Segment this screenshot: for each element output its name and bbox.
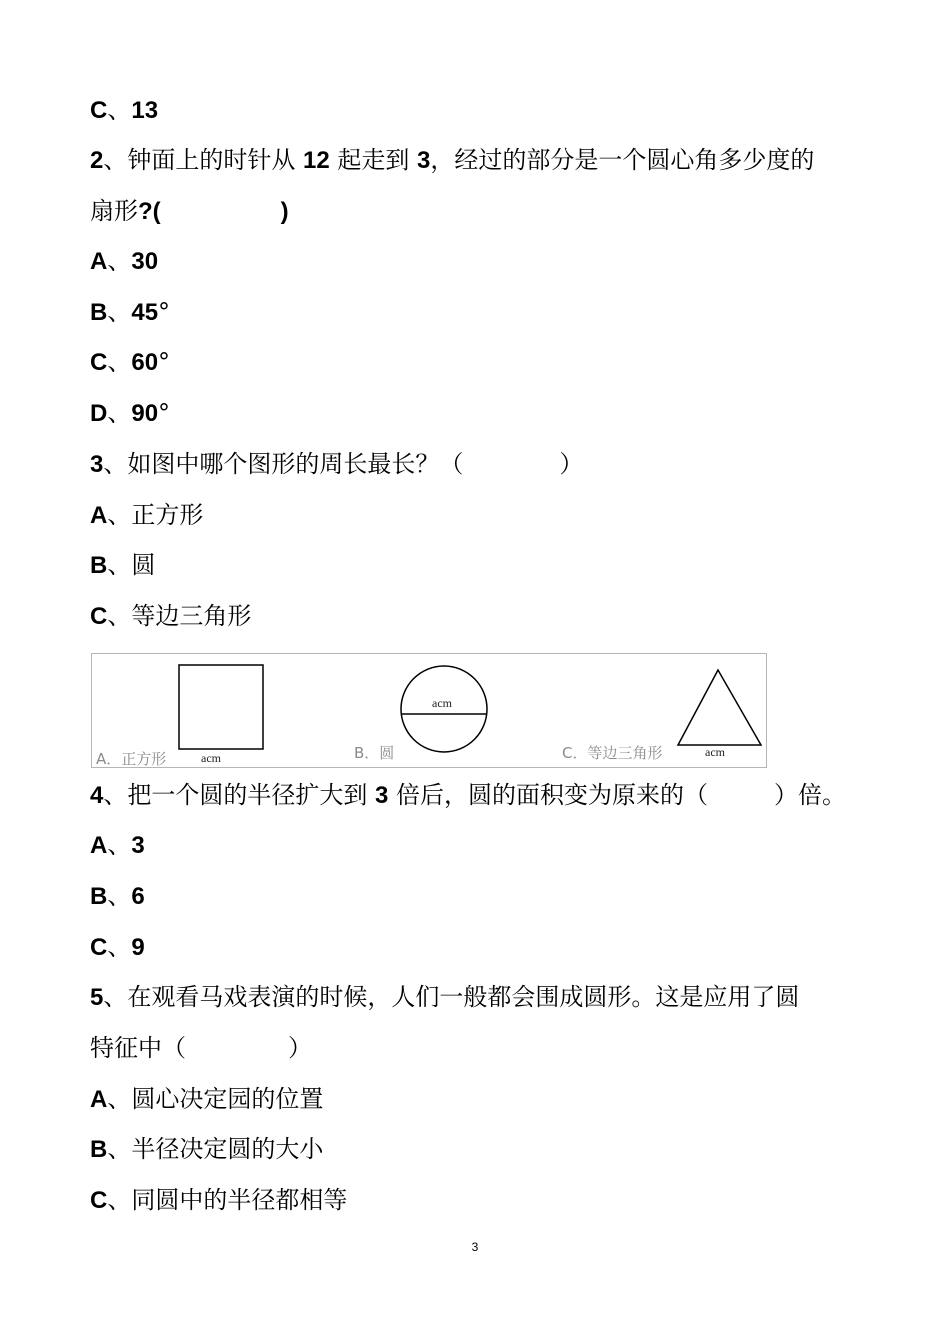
close-paren: ） xyxy=(288,1034,312,1062)
option-value: 90 xyxy=(131,400,159,427)
question-text: 、如图中哪个图形的周长最长？（ xyxy=(103,450,464,478)
q2-option-c xyxy=(90,347,170,378)
q3-option-c xyxy=(90,601,251,632)
degree-sign: ° xyxy=(158,298,171,326)
question-text: 、把一个圆的半径扩大到 xyxy=(103,781,375,809)
separator: 、 xyxy=(107,399,132,427)
close-paren: ） xyxy=(559,450,584,478)
question-5-line-2 xyxy=(90,1033,312,1063)
q5-option-c xyxy=(90,1185,347,1216)
option-text: 、圆 xyxy=(107,551,156,579)
question-text: 倍后，圆的面积变为原来的（ xyxy=(388,781,708,809)
separator: 、 xyxy=(107,247,132,275)
triangle-unit-label: acm xyxy=(705,745,725,759)
question-text: 特征中（ xyxy=(90,1034,186,1062)
question-2-line-2 xyxy=(90,196,289,227)
separator: 、 xyxy=(107,831,132,859)
question-number: 4 xyxy=(90,782,104,809)
option-letter: C xyxy=(90,349,108,376)
circle-label: B．圆 xyxy=(354,744,395,762)
close-paren: ）倍。 xyxy=(774,781,846,809)
separator: 、 xyxy=(107,882,132,910)
option-letter: C xyxy=(90,97,108,124)
question-3 xyxy=(90,449,583,480)
option-letter: B xyxy=(90,883,108,910)
option-value: 13 xyxy=(131,97,159,124)
option-text: 、等边三角形 xyxy=(107,602,252,630)
option-letter: A xyxy=(90,1086,108,1113)
close-paren: ) xyxy=(280,198,289,225)
number-3: 3 xyxy=(375,782,389,809)
option-letter: B xyxy=(90,552,108,579)
question-5-line-1 xyxy=(90,982,799,1013)
question-text: 、在观看马戏表演的时候，人们一般都会围成圆形。这是应用了圆 xyxy=(103,983,800,1011)
triangle-label: C．等边三角形 xyxy=(562,744,663,762)
shapes-figure xyxy=(91,653,767,768)
option-value: 45 xyxy=(131,299,159,326)
q2-option-a xyxy=(90,246,158,277)
option-value: 3 xyxy=(131,832,145,859)
question-text: 、钟面上的时针从 xyxy=(103,146,303,174)
separator: 、 xyxy=(107,96,132,124)
option-letter: A xyxy=(90,502,108,529)
option-text: 、正方形 xyxy=(107,501,204,529)
question-mark-paren: ?( xyxy=(138,198,161,225)
number-12: 12 xyxy=(303,147,330,174)
option-letter: C xyxy=(90,603,108,630)
q5-option-b xyxy=(90,1134,323,1165)
option-letter: C xyxy=(90,1187,108,1214)
q5-option-a xyxy=(90,1084,323,1115)
option-letter: B xyxy=(90,299,108,326)
option-text: 、半径决定圆的大小 xyxy=(107,1135,324,1163)
option-letter: A xyxy=(90,248,108,275)
option-text: 、圆心决定园的位置 xyxy=(107,1085,324,1113)
triangle-shape xyxy=(678,670,761,745)
separator: 、 xyxy=(107,933,132,961)
question-4 xyxy=(90,780,846,811)
option-letter: B xyxy=(90,1136,108,1163)
q3-option-a xyxy=(90,500,203,531)
shapes-drawing xyxy=(92,654,766,767)
option-value: 6 xyxy=(131,883,145,910)
page-number: 3 xyxy=(471,1240,479,1254)
q2-option-b xyxy=(90,297,170,328)
option-value: 30 xyxy=(131,248,159,275)
circle-unit-label: acm xyxy=(432,696,452,710)
question-number: 2 xyxy=(90,147,104,174)
option-text: 、同圆中的半径都相等 xyxy=(107,1186,348,1214)
separator: 、 xyxy=(107,298,132,326)
question-text: 扇形 xyxy=(90,197,138,225)
question-text: ，经过的部分是一个圆心角多少度的 xyxy=(430,146,815,174)
q4-option-b xyxy=(90,881,145,912)
question-number: 3 xyxy=(90,451,104,478)
q4-option-c xyxy=(90,932,145,963)
degree-sign: ° xyxy=(158,348,171,376)
square-shape xyxy=(179,665,263,749)
square-label: A．正方形 xyxy=(96,750,167,768)
question-2-line-1 xyxy=(90,145,814,176)
q1-option-c xyxy=(90,95,158,126)
option-letter: D xyxy=(90,400,108,427)
number-3: 3 xyxy=(416,147,431,174)
option-value: 60 xyxy=(131,349,159,376)
option-letter: A xyxy=(90,832,108,859)
q3-option-b xyxy=(90,550,155,581)
separator: 、 xyxy=(107,348,132,376)
q4-option-a xyxy=(90,830,145,861)
option-value: 9 xyxy=(131,934,145,961)
question-number: 5 xyxy=(90,984,104,1011)
option-letter: C xyxy=(90,934,108,961)
square-unit-label: acm xyxy=(201,751,221,765)
question-text: 起走到 xyxy=(329,146,417,174)
degree-sign: ° xyxy=(158,399,171,427)
q2-option-d xyxy=(90,398,170,429)
